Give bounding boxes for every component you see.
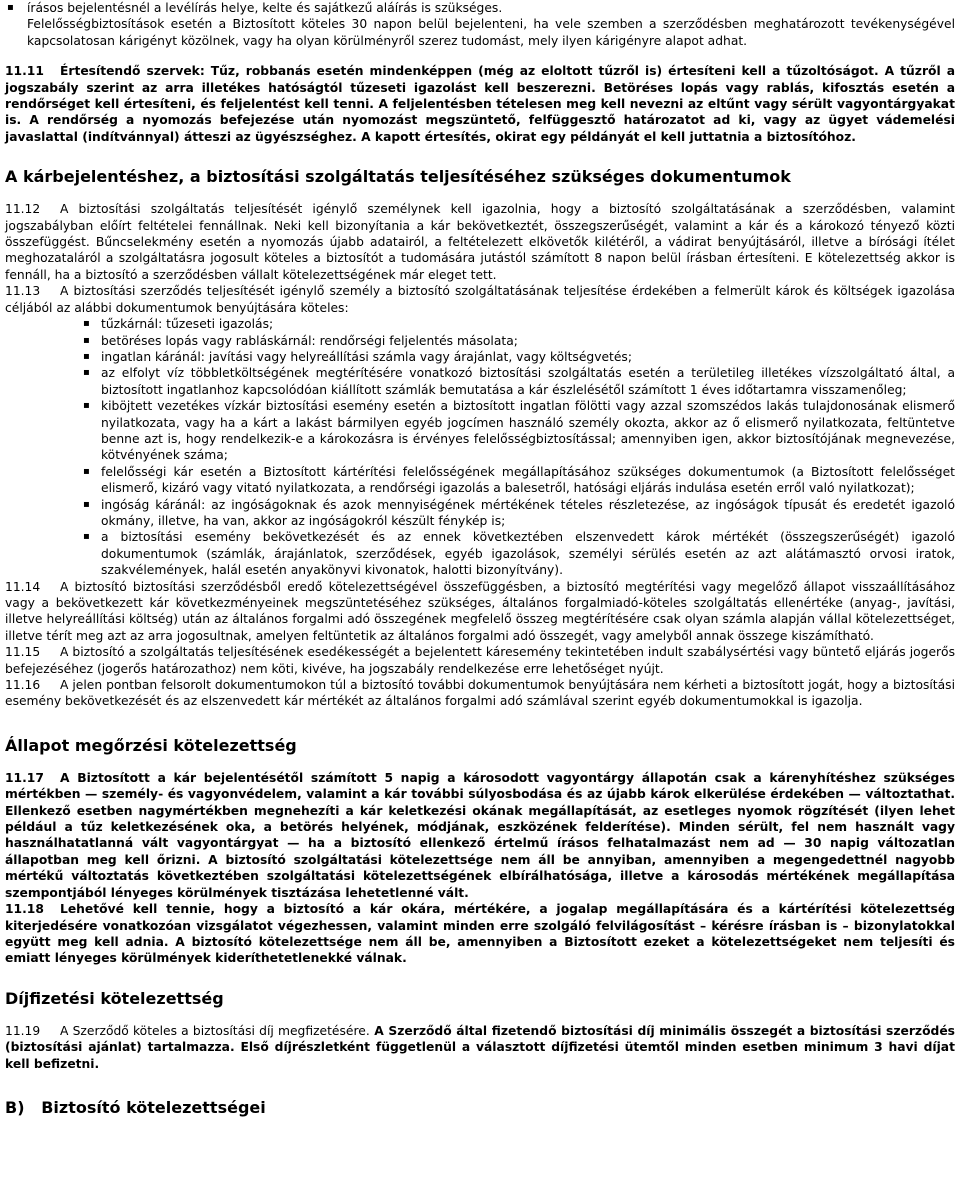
section-11-13 xyxy=(5,283,955,316)
top-bullet-item xyxy=(5,0,955,16)
section-number: 11.12 xyxy=(5,202,41,217)
insurer-obligations-heading: B) Biztosító kötelezettségei xyxy=(5,1097,266,1117)
section-number: 11.16 xyxy=(5,678,41,693)
list-item: ▪ az elfolyt víz többletköltségének megtérítésére vonatkozó biztosítási szolgáltatás esetén a területileg illetékes vízszolgáltató által, a biztosított ingatlanhoz kapcsolódóan kiállított számlák bemutatása a kár észlelésétől számított 1 éves időtartamra visszamenőleg; xyxy=(5,365,955,398)
section-text: A biztosítási szerződés teljesítését igénylő személy a biztosító szolgáltatásának teljesítése érdekében a felmerült károk és költségek igazolása céljából az alábbi dokumentumok benyújtására köteles: xyxy=(5,284,955,315)
section-11-17 xyxy=(5,770,955,901)
list-item: ▪ a biztosítási esemény bekövetkezését és az ennek következtében elszenvedett károk mértékét (összegszerűségét) igazoló dokumentumok (számlák, árajánlatok, szerződések, egyéb igazolások, személyi sérülés esetén az azt alátámasztó orvosi iratok, szakvélemények, halál esetén anyakönyvi kivonatok, halotti bizonyítvány). xyxy=(5,529,955,578)
section-11-18 xyxy=(5,901,955,967)
list-item: ▪ ingatlan káránál: javítási vagy helyreállítási számla vagy árajánlat, vagy költségvetés; xyxy=(5,349,955,365)
section-text: A biztosító a szolgáltatás teljesítésének esedékességét a bejelentett káresemény tekintetében indult szabálysértési vagy büntető eljárás jogerős befejezéséhez (jogerős határozathoz) nem köti, kivéve, ha jogszabály rendelkezése erre lehetőséget nyújt. xyxy=(5,645,955,676)
state-preservation-heading: Állapot megőrzési kötelezettség xyxy=(5,735,297,755)
section-11-15 xyxy=(5,644,955,677)
section-11-14 xyxy=(5,579,955,645)
section-text: A jelen pontban felsorolt dokumentumokon túl a biztosító további dokumentumok benyújtására nem kérheti a biztosított jogát, hogy a biztosítási esemény bekövetkezését és az elszenvedett kár mértékét az általános forgalmi adó számlával szerint egyéb dokumentumokkal is igazolja. xyxy=(5,678,955,709)
documents-list xyxy=(5,316,955,579)
section-number: 11.14 xyxy=(5,579,41,594)
top-bullet-text: írásos bejelentésnél a levélírás helye, kelte és sajátkezű aláírás is szükséges. xyxy=(27,1,503,15)
section-number: 11.18 xyxy=(5,902,44,917)
section-11-11 xyxy=(5,63,955,145)
section-text: A biztosítási szolgáltatás teljesítését igénylő személynek kell igazolnia, hogy a biztosító szolgáltatásának a szerződésben, valamint jogszabályban előírt feltételei fennállnak. Neki kell bizonyítania a kár bekövetkeztét, összegszerűségét, valamint a kár és a károkozó tényező közti összefüggést. Bűncselekmény esetén a nyomozás újabb adatairól, a feltételezett elkövetők kilétéről, a vádirat benyújtásáról, illetve a bírósági ítélet meghozataláról a szolgáltatásra jogosult köteles a biztosítót a tudomására jutástól számított 8 napon belül írásban értesíteni. E kötelezettség akkor is fennáll, ha a biztosító a szerződésben vállalt kötelezettségének már eleget tett. xyxy=(5,202,955,282)
liability-paragraph: Felelősségbiztosítások esetén a Biztosított köteles 30 napon belül bejelenteni, ha vele szemben a szerződésben meghatározott tevékenységével kapcsolatosan kárigényt közölnek, vagy ha olyan körülményről szerez tudomást, mely ilyen kárigényre alapot adhat. xyxy=(27,17,955,48)
document-page xyxy=(5,0,955,1118)
section-number: 11.17 xyxy=(5,770,44,785)
section-number: 11.15 xyxy=(5,645,41,660)
list-item: ▪ kiböjtett vezetékes vízkár biztosítási esemény esetén a biztosított ingatlan fölötti vagy azzal szomszédos lakás tulajdonosának elismerő nyilatkozata, vagy ha a kárt a lakást bármilyen egyéb jogcímen használó személy okozta, akkor az ő elismerő nyilatkozata, feltüntetve benne azt is, hogy rendelkezik-e a károkozásra is érvényes felelősségbiztosítással; amennyiben igen, akkor biztosítójának megnevezése, kötvényének száma; xyxy=(5,398,955,464)
section-number: 11.11 xyxy=(5,64,44,79)
documents-heading: A kárbejelentéshez, a biztosítási szolgáltatás teljesítéséhez szükséges dokumentumok xyxy=(5,167,791,187)
list-item: ▪ betöréses lopás vagy rabláskárnál: rendőrségi feljelentés másolata; xyxy=(5,333,955,349)
section-11-12 xyxy=(5,201,955,283)
section-number: 11.19 xyxy=(5,1023,41,1038)
section-text: Lehetővé kell tennie, hogy a biztosító a kár okára, mértékére, a jogalap megállapítására és a kártérítési kötelezettség kiterjedésére vonatkozóan vizsgálatot végezhessen, valamint minden erre szolgáló felvilágosítást – kérésre írásban is – bizonylatokkal együtt meg kell adnia. A biztosító kötelezettsége nem áll be, amennyiben a Biztosított ezeket a kötelezettségeket nem teljesíti és emiatt lényeges körülmények kideríthetetlenekké válnak. xyxy=(5,902,955,966)
section-text-bold: A Szerződő által fizetendő biztosítási díj minimális összegét a biztosítási szerződés (biztosítási ajánlat) tartalmazza. Első díjrészletként függetlenül a választott díjfizetési ütemtől minden esetben minimum 3 havi díjat kell befizetni. xyxy=(5,1023,956,1071)
list-item: ▪ felelősségi kár esetén a Biztosított kártérítési felelősségének megállapításához szükséges dokumentumok (a Biztosított felelősséget elismerő, kizáró vagy vitató nyilatkozata, a rendőrségi igazolás a balesetről, hatósági eljárás indulása esetén erről való nyilatkozat); xyxy=(5,464,955,497)
fee-payment-heading: Díjfizetési kötelezettség xyxy=(5,988,224,1008)
list-item: ▪ ingóság káránál: az ingóságoknak és azok mennyiségének mértékének tételes részletezése, az ingóságok típusát és eredetét igazoló okmány, illetve, ha van, akkor az ingóságokról készült fénykép is; xyxy=(5,497,955,530)
section-text: A biztosító biztosítási szerződésből eredő kötelezettségével összefüggésben, a biztosító megtérítési vagy megelőző állapot visszaállításához vagy a bekövetkezett kár következményeinek megszüntetéséhez szükséges, általános forgalmiadó-köteles szolgáltatás ellenértéke (anyag-, javítási, illetve helyreállítási költség) után az általános forgalmi adó összegének megfelelő összeg megtérítésére csak olyan számla alapján vállal kötelezettséget, illetve térít meg azt az arra jogosultnak, amelyen feltüntetik az általános forgalmi adó összegét, vagy amelyből annak összege kiszámítható. xyxy=(5,579,955,643)
section-11-19 xyxy=(5,1023,955,1072)
section-text-plain: A Szerződő köteles a biztosítási díj megfizetésére. xyxy=(60,1023,370,1038)
section-11-16 xyxy=(5,677,955,710)
section-text: Értesítendő szervek: Tűz, robbanás esetén mindenképpen (még az eloltott tűzről is) értesíteni kell a tűzoltóságot. A tűzről a jogszabály szerint az arra illetékes hatóságtól tűzeseti igazolást kell beszerezni. Betöréses lopás vagy rablás, kifosztás esetén a rendőrséget kell értesíteni, és feljelentést kell tenni. A feljelentésben tételesen meg kell nevezni az eltűnt vagy sérült vagyontárgyakat is. A rendőrség a nyomozás befejezése után nyomozást megszüntető, felfüggesztő határozatot ad ki, vagy az ügyet vádemelési javaslattal (indítvánnyal) átteszi az ügyészséghez. A kapott értesítés, okirat egy példányát el kell juttatnia a biztosítóhoz. xyxy=(5,64,955,144)
section-number: 11.13 xyxy=(5,284,41,299)
section-text: A Biztosított a kár bejelentésétől számított 5 napig a károsodott vagyontárgy állapotán csak a kárenyhítéshez szükséges mértékben — személy- és vagyonvédelem, valamint a kár további súlyosbodása és az újabb károk elkerülése érdekében — változtathat. Ellenkező esetben nagymértékben megnehezíti a kár keletkezési okának megállapítását, az esetleges nyomok rögzítését (ilyen lehet például a tűz keletkezésének oka, a betörés helyének, módjának, eszközének felderítése). Minden sérült, fel nem használt vagy használhatatlanná vált vagyontárgyat — ha a biztosító ellenkező értelmű írásos felhatalmazást nem ad — 30 napig változatlan állapotban meg kell őrizni. A biztosító szolgáltatási kötelezettsége nem áll be annyiban, amennyiben a megengedettnél nagyobb mértékű változtatás következtében szolgáltatási kötelezettségének elbírálhatósága, illetve a károsodás mértékének megállapítása szempontjából lényeges körülmények tisztázása lehetetlenné vált. xyxy=(5,770,955,900)
list-item: ▪ tűzkárnál: tűzeseti igazolás; xyxy=(5,316,955,332)
